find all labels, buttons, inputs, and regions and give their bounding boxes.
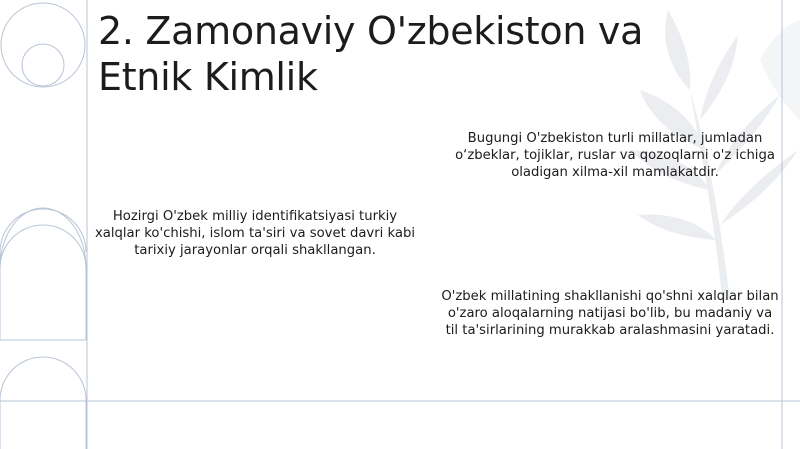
slide-title: 2. Zamonaviy O'zbekiston va Etnik Kimlik [98, 9, 644, 99]
paragraph-diversity: Bugungi O'zbekiston turli millatlar, jumladan o‘zbeklar, tojiklar, ruslar va qozoqlarni o'z ichiga oladigan xilma-xil mamlakatdir. [455, 131, 775, 180]
paragraph-formation: O'zbek millatining shakllanishi qo'shni xalqlar bilan o'zaro aloqalarning natijasi bo'lib, bu madaniy va til ta'sirlarining murakkab aralashmasini yaratadi. [441, 289, 779, 338]
paragraph-identity: Hozirgi O'zbek milliy identifikatsiyasi turkiy xalqlar ko'chishi, islom ta'siri va sovet davri kabi tarixiy jarayonlar orqali shakllangan. [94, 209, 416, 258]
